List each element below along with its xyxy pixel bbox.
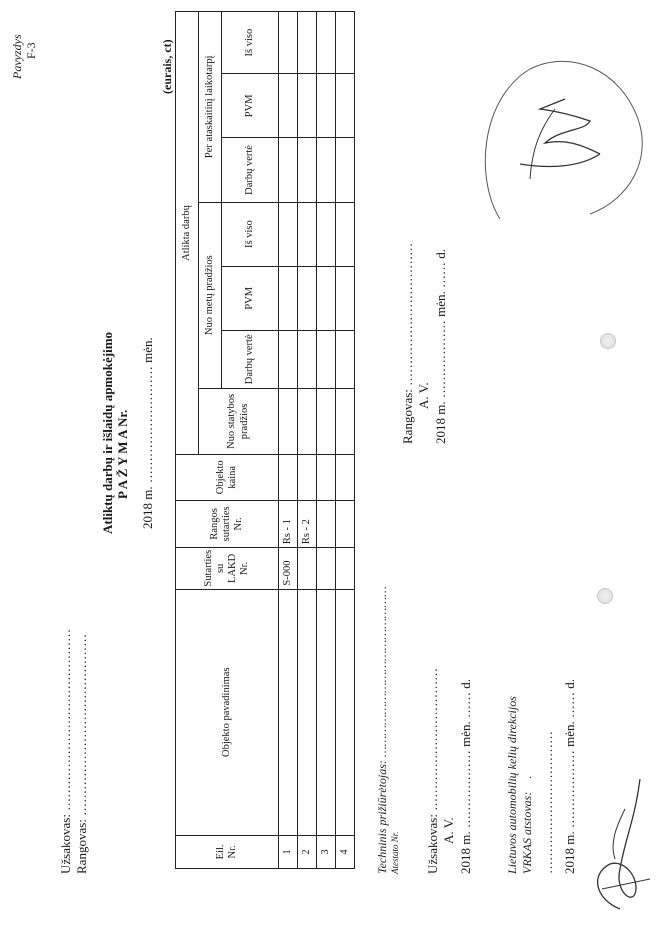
punch-hole [600,333,616,349]
date-dots2: …… [562,691,577,718]
tech-supervisor-dots: ………………………………………… [375,586,389,758]
customer-dots: …………………………………… [58,628,73,811]
header-lakd-contract: Sutarties su LAKD Nr. [176,548,279,589]
header-works-done: Atlikta darbų [176,12,199,455]
contractor-label: Rangovas: [74,819,89,874]
date-month: mėn. [433,291,448,317]
top-customer-line [58,629,74,874]
header-object-name: Objekto pavadinimas [176,589,279,835]
table-row [317,12,336,869]
sign-contractor-line [400,243,416,444]
form-code: F-3 [24,42,38,59]
date-day: d. [458,678,473,689]
doc-title: Atliktų darbų ir išlaidų apmokėjimo [100,331,115,534]
lakd-rep-line [520,776,535,874]
top-contractor-line [74,634,90,874]
heading-date-dots: ……………………… [140,366,155,484]
date-dots2: …… [458,691,473,718]
table-row [279,12,298,869]
date-dots: ……………… [458,750,473,829]
sample-label: Pavyzdys [10,34,24,79]
tech-supervisor-line [375,586,390,874]
sign-customer-line [425,668,441,874]
date-dots: ……………… [433,320,448,399]
sign-customer-dots: …………………………… [425,667,440,811]
tech-supervisor-label: Techninis prižiūrėtojas: [375,760,389,874]
header-since-construction: Nuo statybos pradžios [199,388,279,454]
sign-customer-date [458,679,474,874]
row-number: 2 [298,835,317,868]
sign-contractor-dots: …………………………… [400,242,415,386]
contractor-signature [470,49,660,239]
header-object-price: Objekto kaina [176,455,279,501]
date-year: 2018 m. [562,831,577,874]
lakd-signature [580,769,660,919]
date-year: 2018 m. [433,401,448,444]
date-dots2: …… [433,261,448,288]
units-label: (eurais, ct) [160,39,174,94]
lakd-mark: . [520,775,534,779]
header-total: Iš viso [222,202,279,266]
header-vat: PVM [222,266,279,330]
lakd-title: Lietuvos automobilių kelių direkcijos [505,696,519,874]
cell-lakd-contract: S-000 [279,548,298,589]
row-number: 3 [317,835,336,868]
certificate-label: Atestato Nr. [390,831,400,874]
doc-subtitle: P A Ž Y M A Nr. [115,409,130,499]
sign-contractor-label: Rangovas: [400,389,415,444]
contractor-dots: …………………………………… [74,633,89,816]
lakd-date [562,679,578,874]
sign-customer-label: Užsakovas: [425,814,440,874]
date-year: 2018 m. [458,831,473,874]
date-day: d. [562,678,577,689]
header-period: Per ataskaitinį laikotarpį [199,12,222,203]
punch-hole [597,588,613,604]
stamp-place-right: A. V. [416,382,431,409]
cell-object-name [279,589,298,835]
heading-date-month: mėn. [140,337,155,363]
stamp-place-left: A. V. [441,817,456,844]
cell-contract-no: Rs - 2 [298,500,317,548]
works-table [175,11,355,869]
header-vat: PVM [222,74,279,138]
header-value: Darbų vertė [222,138,279,202]
sign-contractor-date [433,249,449,444]
table-row [298,12,317,869]
date-dots: ……………… [562,750,577,829]
date-month: mėn. [458,721,473,747]
lakd-rep-label: VRKAS atstovas: [520,791,534,874]
date-day: d. [433,248,448,259]
customer-label: Užsakovas: [58,814,73,874]
cell-lakd-contract [298,548,317,589]
header-eil: Eil. Nr. [176,835,279,868]
header-value: Darbų vertė [222,330,279,388]
lakd-dots: …………………………… [540,731,555,874]
row-number: 4 [336,835,355,868]
header-contract-no: Rangos sutarties Nr. [176,500,279,548]
row-number: 1 [279,835,298,868]
date-month: mėn. [562,721,577,747]
header-since-year: Nuo metų pradžios [199,202,222,388]
table-row [336,12,355,869]
cell-object-name [298,589,317,835]
cell-contract-no: Rs - 1 [279,500,298,548]
header-total: Iš viso [222,12,279,74]
heading-date [140,337,156,529]
heading-date-year: 2018 m. [140,486,155,529]
